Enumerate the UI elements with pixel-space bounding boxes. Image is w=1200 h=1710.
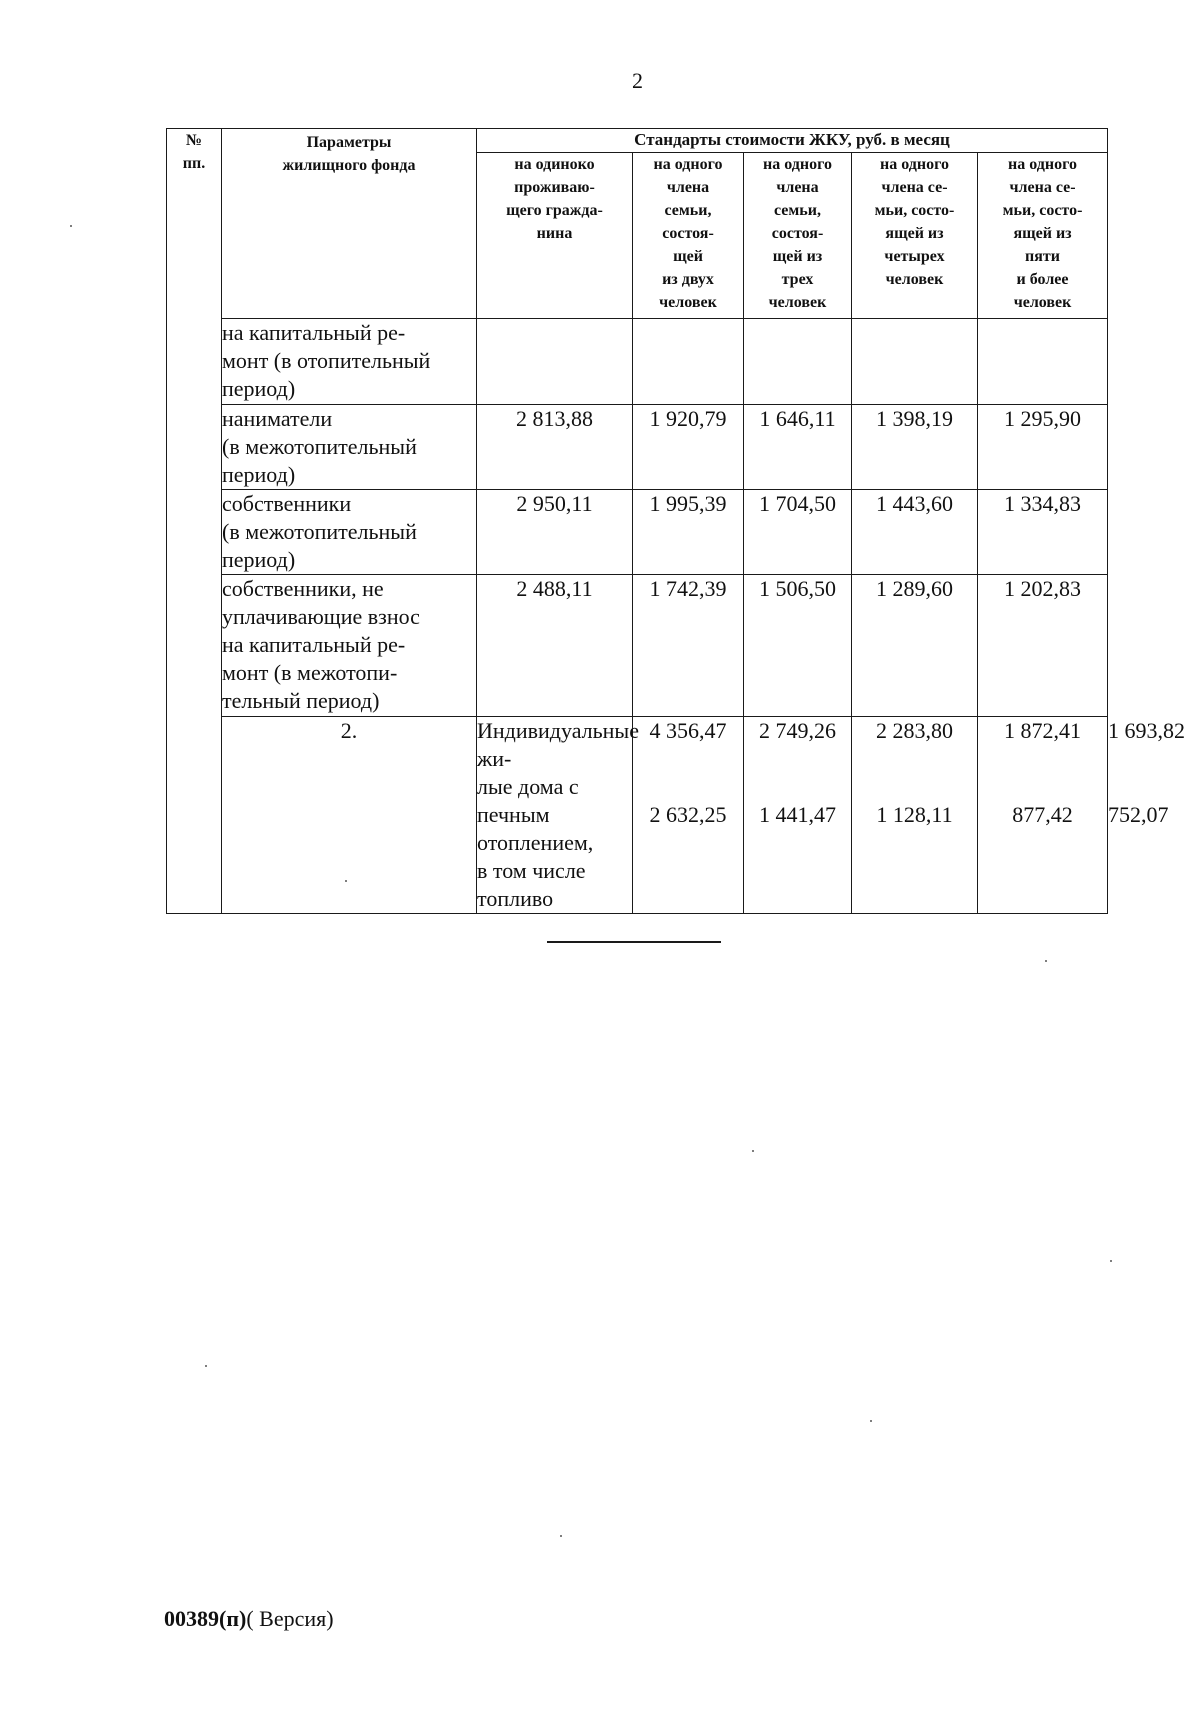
row-parameter: на капитальный ре- монт (в отопительный период): [222, 319, 477, 405]
page-number: 2: [632, 68, 643, 93]
cost-cell: 2 950,11: [477, 490, 633, 575]
header-family-of-two: на одного члена семьи, состоя- щей из двух человек: [633, 153, 744, 319]
cost-cell: [633, 717, 744, 914]
cost-cell: [852, 319, 978, 405]
header-family-of-five-plus: на одного члена се- мьи, состо- ящей из пяти и более человек: [978, 153, 1108, 319]
cost-cell: [978, 717, 1108, 914]
fuel-value: 1 441,47: [759, 802, 836, 827]
document-code: [164, 1608, 334, 1630]
cost-cell: [633, 319, 744, 405]
cost-cell: 1 295,90: [978, 405, 1108, 490]
scan-speck: [752, 1150, 754, 1152]
cost-cell: [744, 717, 852, 914]
cost-standards-table-wrapper: [166, 128, 1186, 914]
fuel-value: 877,42: [1012, 802, 1073, 827]
table-row: [167, 490, 1108, 575]
row-parameter: Индивидуальные жи- лые дома с печным отоплением, в том числе топливо: [477, 717, 633, 914]
scan-speck: [1110, 1260, 1112, 1262]
total-value: 1 693,82: [1108, 718, 1186, 743]
table-row: [167, 319, 1108, 405]
scan-speck: [345, 880, 347, 882]
table-row: [167, 575, 1108, 717]
cost-cell: 1 704,50: [744, 490, 852, 575]
cost-cell: [852, 717, 978, 914]
header-family-of-four: на одного члена се- мьи, состо- ящей из четырех человек: [852, 153, 978, 319]
cost-cell: 1 995,39: [633, 490, 744, 575]
header-parameters-column: Параметры жилищного фонда: [222, 129, 477, 319]
cost-cell: 1 920,79: [633, 405, 744, 490]
header-single-resident: на одиноко проживаю- щего гражда- нина: [477, 153, 633, 319]
cost-cell: 1 289,60: [852, 575, 978, 717]
header-cost-standards-group: Стандарты стоимости ЖКУ, руб. в месяц: [477, 129, 1108, 153]
row-parameter: собственники, не уплачивающие взнос на капитальный ре- монт (в межотопи- тельный период): [222, 575, 477, 717]
cost-cell: [744, 319, 852, 405]
scan-speck: [70, 225, 72, 227]
cost-cell: 2 813,88: [477, 405, 633, 490]
scan-speck: [1045, 960, 1047, 962]
cost-cell: 1 506,50: [744, 575, 852, 717]
cost-cell: 1 646,11: [744, 405, 852, 490]
cost-cell: 1 334,83: [978, 490, 1108, 575]
cost-standards-table: [166, 128, 1186, 914]
scan-speck: [870, 1420, 872, 1422]
total-value: 2 749,26: [759, 718, 836, 743]
cost-cell: 1 202,83: [978, 575, 1108, 717]
table-row: [167, 405, 1108, 490]
document-code-bold: 00389(п): [164, 1606, 247, 1631]
cost-cell: 1 742,39: [633, 575, 744, 717]
header-number-column: № пп.: [167, 129, 222, 914]
table-row: 2. Индивидуальные жи- лые дома с печным отоплением, в том числе топливо 4 356,47 2 632,25 2 749,26 1 441,47 2 283,80 1 128,11 1 872,41 877,42 1 693,82 752,07: [167, 717, 1108, 914]
cost-cell: 1 398,19: [852, 405, 978, 490]
cost-cell: 1 443,60: [852, 490, 978, 575]
total-value: 2 283,80: [876, 718, 953, 743]
fuel-value: 1 128,11: [876, 802, 953, 827]
total-value: 1 872,41: [1004, 718, 1082, 743]
scan-speck: [560, 1535, 562, 1537]
row-number: 2.: [222, 717, 477, 914]
cost-cell: [978, 319, 1108, 405]
row-parameter: наниматели (в межотопительный период): [222, 405, 477, 490]
header-family-of-three: на одного члена семьи, состоя- щей из трех человек: [744, 153, 852, 319]
document-code-version: ( Версия): [246, 1606, 334, 1631]
row-parameter: собственники (в межотопительный период): [222, 490, 477, 575]
end-of-document-rule: [547, 941, 721, 943]
cost-cell: 2 488,11: [477, 575, 633, 717]
fuel-value: 2 632,25: [649, 802, 727, 827]
cost-cell: [477, 319, 633, 405]
scan-speck: [205, 1365, 207, 1367]
total-value: 4 356,47: [649, 718, 727, 743]
